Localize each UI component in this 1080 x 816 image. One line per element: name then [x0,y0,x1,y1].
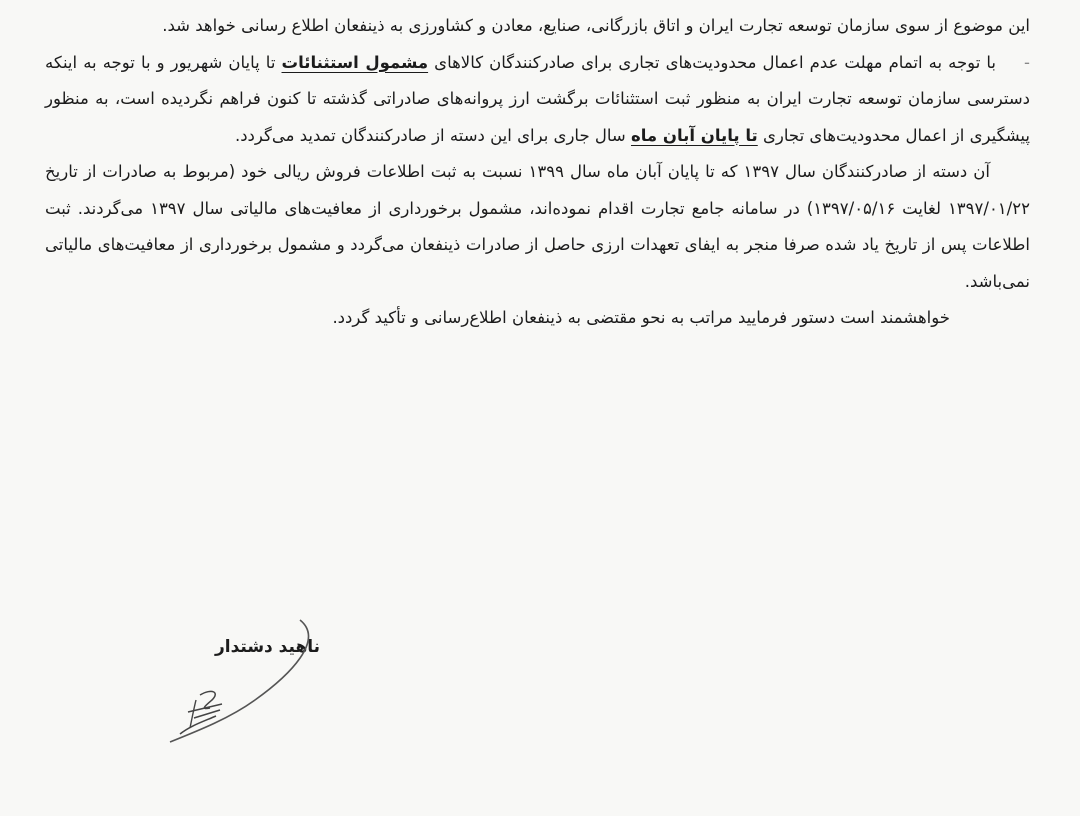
exporters-1397-text: آن دسته از صادرکنندگان سال ۱۳۹۷ که تا پایان آبان ماه سال ۱۳۹۹ نسبت به ثبت اطلاعات فروش ریالی خود (مربوط به صادرات از تاریخ ۱۳۹۷/۰۱/۲۲ لغایت ۱۳۹۷/۰۵/۱۶) در سامانه جامع تجارت اقدام نموده‌اند، مشمول برخورداری از معافیت‌های مالیاتی سال ۱۳۹۷ می‌گردند. ثبت اطلاعات پس از تاریخ یاد شده صرفا منجر به ایفای تعهدات ارزی حاصل از صادرات ذینفعان می‌گردد و مشمول برخورداری از معافیت‌های مالیاتی نمی‌باشد. [45,162,1030,291]
exemptions-paragraph [45,45,1030,155]
exemptions-text-2: تا پایان شهریور و با توجه به اینکه دسترسی سازمان توسعه تجارت ایران به منظور ثبت استثنائات برگشت ارز پروانه‌های صادراتی گذشته تا کنون فراهم نگردیده است، به منظور پیشگیری از اعمال محدودیت‌های تجاری [45,52,1030,145]
dash-mark: - [1024,52,1030,72]
letter-body [45,8,1030,337]
intro-paragraph: این موضوع از سوی سازمان توسعه تجارت ایران و اتاق بازرگانی، صنایع، معادن و کشاورزی به ذینفعان اطلاع رسانی خواهد شد. [162,16,1030,35]
exemptions-highlight-2: تا پایان آبان ماه [630,125,758,145]
exemptions-highlight-1: مشمول استثنائات [281,52,429,72]
signer-name: ناهید دشتدار [214,637,320,657]
handwritten-signature [150,600,340,760]
exemptions-text-3: سال جاری برای این دسته از صادرکنندگان تمدید می‌گردد. [234,125,626,145]
closing-paragraph: خواهشمند است دستور فرمایید مراتب به نحو مقتضی به ذینفعان اطلاع‌رسانی و تأکید گردد. [332,308,950,327]
exemptions-text-1: با توجه به اتمام مهلت عدم اعمال محدودیت‌های تجاری برای صادرکنندگان کالاهای [434,52,996,72]
exporters-1397-paragraph [45,154,1030,300]
